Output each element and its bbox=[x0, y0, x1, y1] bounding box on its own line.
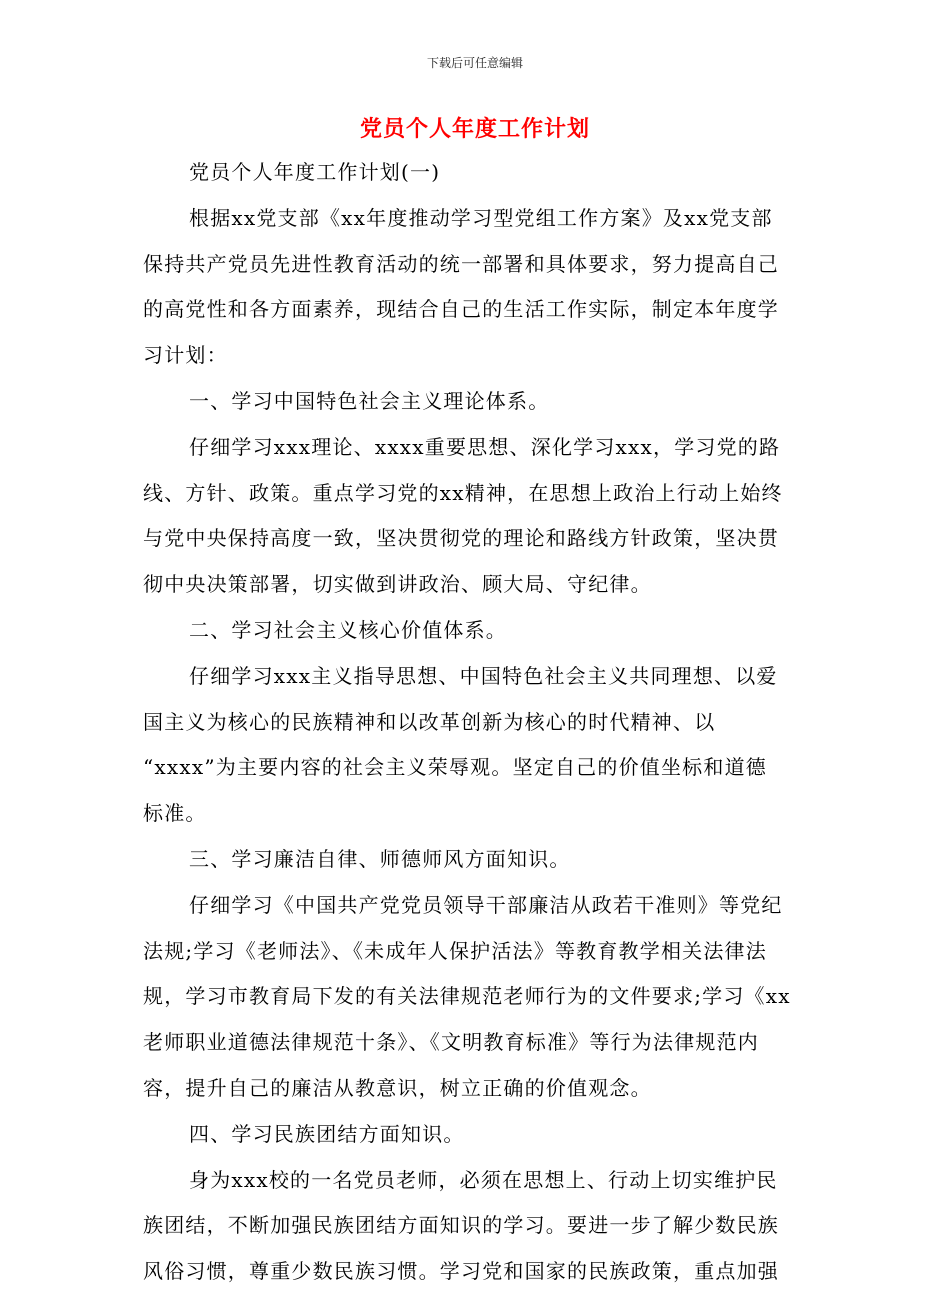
body-line: 线、方针、政策。重点学习党的xx精神，在思想上政治上行动上始终 bbox=[143, 480, 783, 505]
body-line: 容，提升自己的廉洁从教意识，树立正确的价值观念。 bbox=[143, 1075, 652, 1100]
body-line: 党员个人年度工作计划(一) bbox=[189, 160, 441, 184]
body-line: 彻中央决策部署，切实做到讲政治、顾大局、守纪律。 bbox=[143, 572, 652, 597]
body-line: 仔细学习xxx主义指导思想、中国特色社会主义共同理想、以爱 bbox=[189, 663, 778, 688]
body-line: 身为xxx校的一名党员老师，必须在思想上、行动上切实维护民 bbox=[189, 1167, 778, 1192]
body-line: 保持共产党员先进性教育活动的统一部署和具体要求，努力提高自己 bbox=[143, 251, 779, 276]
body-line: 仔细学习xxx理论、xxxx重要思想、深化学习xxx，学习党的路 bbox=[189, 434, 781, 459]
body-line: 风俗习惯，尊重少数民族习惯。学习党和国家的民族政策，重点加强 bbox=[143, 1259, 779, 1284]
body-line: 族团结，不断加强民族团结方面知识的学习。要进一步了解少数民族 bbox=[143, 1213, 779, 1238]
section-heading: 三、学习廉洁自律、师德师风方面知识。 bbox=[189, 846, 571, 871]
body-line: 规，学习市教育局下发的有关法律规范老师行为的文件要求;学习《xx bbox=[143, 984, 791, 1009]
body-line: 与党中央保持高度一致，坚决贯彻党的理论和路线方针政策，坚决贯 bbox=[143, 526, 779, 551]
body-line: 习计划： bbox=[143, 343, 228, 368]
section-heading: 一、学习中国特色社会主义理论体系。 bbox=[189, 388, 550, 413]
section-heading: 四、学习民族团结方面知识。 bbox=[189, 1121, 465, 1146]
body-line: 国主义为核心的民族精神和以改革创新为核心的时代精神、以 bbox=[143, 709, 716, 734]
document-body bbox=[143, 150, 815, 1295]
body-line: 仔细学习《中国共产党党员领导干部廉洁从政若干准则》等党纪 bbox=[189, 892, 783, 917]
body-line: “xxxx”为主要内容的社会主义荣辱观。坚定自己的价值坐标和道德 bbox=[143, 755, 767, 780]
body-line: 法规;学习《老师法》、《未成年人保护活法》等教育教学相关法律法 bbox=[143, 938, 767, 963]
section-heading: 二、学习社会主义核心价值体系。 bbox=[189, 617, 507, 642]
body-line: 的高党性和各方面素养，现结合自己的生活工作实际，制定本年度学 bbox=[143, 297, 779, 322]
body-line: 老师职业道德法律规范十条》、《文明教育标准》等行为法律规范内 bbox=[143, 1030, 759, 1055]
body-line: 标准。 bbox=[143, 801, 207, 826]
document-title: 党员个人年度工作计划 bbox=[359, 117, 590, 142]
page-header-note: 下载后可任意编辑 bbox=[426, 56, 523, 70]
body-line: 根据xx党支部《xx年度推动学习型党组工作方案》及xx党支部 bbox=[189, 205, 773, 230]
